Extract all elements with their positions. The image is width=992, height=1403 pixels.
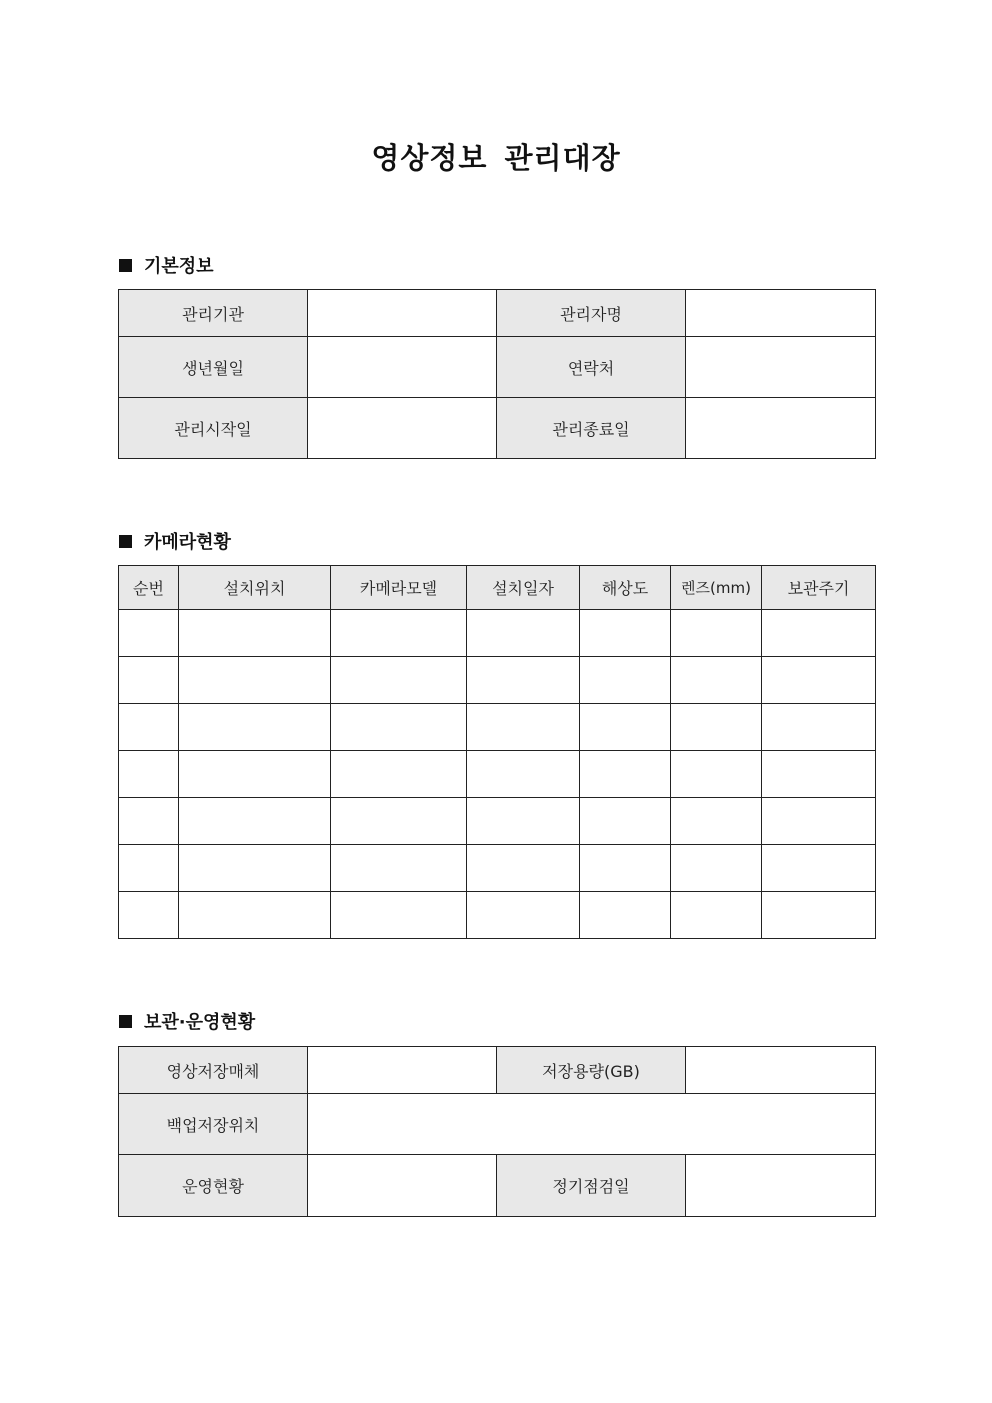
- table-cell[interactable]: [671, 892, 762, 939]
- square-bullet-icon: [119, 1015, 132, 1028]
- table-cell[interactable]: [331, 704, 467, 751]
- section-heading-storage-status: [119, 1009, 255, 1033]
- label-managing-agency: 관리기관: [119, 290, 308, 337]
- table-cell[interactable]: [580, 845, 671, 892]
- table-cell[interactable]: [331, 845, 467, 892]
- input-start-date[interactable]: [308, 398, 497, 459]
- table-row: [119, 657, 876, 704]
- table-row: [119, 1155, 876, 1217]
- table-row: [119, 290, 876, 337]
- table-cell[interactable]: [119, 751, 179, 798]
- table-cell[interactable]: [119, 892, 179, 939]
- table-cell[interactable]: [119, 798, 179, 845]
- table-cell[interactable]: [580, 657, 671, 704]
- table-row: [119, 845, 876, 892]
- table-cell[interactable]: [671, 610, 762, 657]
- table-row: [119, 398, 876, 459]
- table-cell[interactable]: [331, 892, 467, 939]
- table-row: [119, 751, 876, 798]
- table-cell[interactable]: [762, 751, 876, 798]
- label-operation-status: 운영현황: [119, 1155, 308, 1217]
- table-cell[interactable]: [671, 704, 762, 751]
- table-cell[interactable]: [467, 610, 580, 657]
- input-birth-date[interactable]: [308, 337, 497, 398]
- table-cell[interactable]: [671, 657, 762, 704]
- table-cell[interactable]: [467, 798, 580, 845]
- section-title: 기본정보: [144, 256, 214, 277]
- camera-status-table: [118, 565, 876, 939]
- table-cell[interactable]: [179, 751, 331, 798]
- table-row: [119, 610, 876, 657]
- input-manager-name[interactable]: [686, 290, 876, 337]
- section-heading-basic-info: [119, 253, 214, 277]
- table-cell[interactable]: [179, 610, 331, 657]
- table-header-row: [119, 566, 876, 610]
- label-inspection-date: 정기점검일: [497, 1155, 686, 1217]
- table-cell[interactable]: [671, 751, 762, 798]
- table-cell[interactable]: [762, 657, 876, 704]
- label-start-date: 관리시작일: [119, 398, 308, 459]
- table-row: [119, 1094, 876, 1155]
- table-row: [119, 892, 876, 939]
- table-cell[interactable]: [119, 845, 179, 892]
- table-cell[interactable]: [179, 892, 331, 939]
- column-header-number: 순번: [119, 566, 179, 610]
- table-cell[interactable]: [762, 798, 876, 845]
- column-header-camera-model: 카메라모델: [331, 566, 467, 610]
- section-title: 카메라현황: [144, 532, 231, 553]
- label-backup-location: 백업저장위치: [119, 1094, 308, 1155]
- input-backup-location[interactable]: [308, 1094, 876, 1155]
- table-cell[interactable]: [467, 704, 580, 751]
- table-cell[interactable]: [671, 798, 762, 845]
- table-cell[interactable]: [467, 751, 580, 798]
- table-cell[interactable]: [331, 751, 467, 798]
- storage-status-table: [118, 1046, 876, 1217]
- input-storage-capacity[interactable]: [686, 1047, 876, 1094]
- table-cell[interactable]: [179, 845, 331, 892]
- table-cell[interactable]: [580, 798, 671, 845]
- table-cell[interactable]: [179, 657, 331, 704]
- table-row: [119, 798, 876, 845]
- table-cell[interactable]: [179, 704, 331, 751]
- label-birth-date: 생년월일: [119, 337, 308, 398]
- basic-info-table: [118, 289, 876, 459]
- column-header-resolution: 해상도: [580, 566, 671, 610]
- table-cell[interactable]: [762, 704, 876, 751]
- table-cell[interactable]: [762, 892, 876, 939]
- label-storage-media: 영상저장매체: [119, 1047, 308, 1094]
- table-cell[interactable]: [762, 845, 876, 892]
- input-managing-agency[interactable]: [308, 290, 497, 337]
- table-cell[interactable]: [762, 610, 876, 657]
- label-manager-name: 관리자명: [497, 290, 686, 337]
- table-cell[interactable]: [467, 657, 580, 704]
- table-cell[interactable]: [119, 657, 179, 704]
- table-cell[interactable]: [331, 798, 467, 845]
- column-header-lens: [671, 566, 762, 610]
- table-cell[interactable]: [467, 892, 580, 939]
- input-contact[interactable]: [686, 337, 876, 398]
- table-cell[interactable]: [580, 610, 671, 657]
- column-header-install-location: 설치위치: [179, 566, 331, 610]
- input-operation-status[interactable]: [308, 1155, 497, 1217]
- section-title: 보관·운영현황: [144, 1012, 256, 1033]
- column-header-install-date: 설치일자: [467, 566, 580, 610]
- table-cell[interactable]: [331, 657, 467, 704]
- table-cell[interactable]: [179, 798, 331, 845]
- label-end-date: 관리종료일: [497, 398, 686, 459]
- label-storage-capacity: 저장용량(GB): [497, 1047, 686, 1094]
- table-row: [119, 1047, 876, 1094]
- input-inspection-date[interactable]: [686, 1155, 876, 1217]
- label-contact: 연락처: [497, 337, 686, 398]
- table-cell[interactable]: [580, 751, 671, 798]
- input-end-date[interactable]: [686, 398, 876, 459]
- section-heading-camera-status: [119, 529, 231, 553]
- lens-label: 렌즈(mm): [681, 578, 751, 597]
- table-row: [119, 337, 876, 398]
- table-cell[interactable]: [331, 610, 467, 657]
- square-bullet-icon: [119, 259, 132, 272]
- square-bullet-icon: [119, 535, 132, 548]
- column-header-retention-period: 보관주기: [762, 566, 876, 610]
- table-cell[interactable]: [119, 704, 179, 751]
- page-title: 영상정보 관리대장: [371, 141, 621, 175]
- table-cell[interactable]: [467, 845, 580, 892]
- table-row: [119, 704, 876, 751]
- table-cell[interactable]: [580, 892, 671, 939]
- table-cell[interactable]: [119, 610, 179, 657]
- table-cell[interactable]: [671, 845, 762, 892]
- table-cell[interactable]: [580, 704, 671, 751]
- input-storage-media[interactable]: [308, 1047, 497, 1094]
